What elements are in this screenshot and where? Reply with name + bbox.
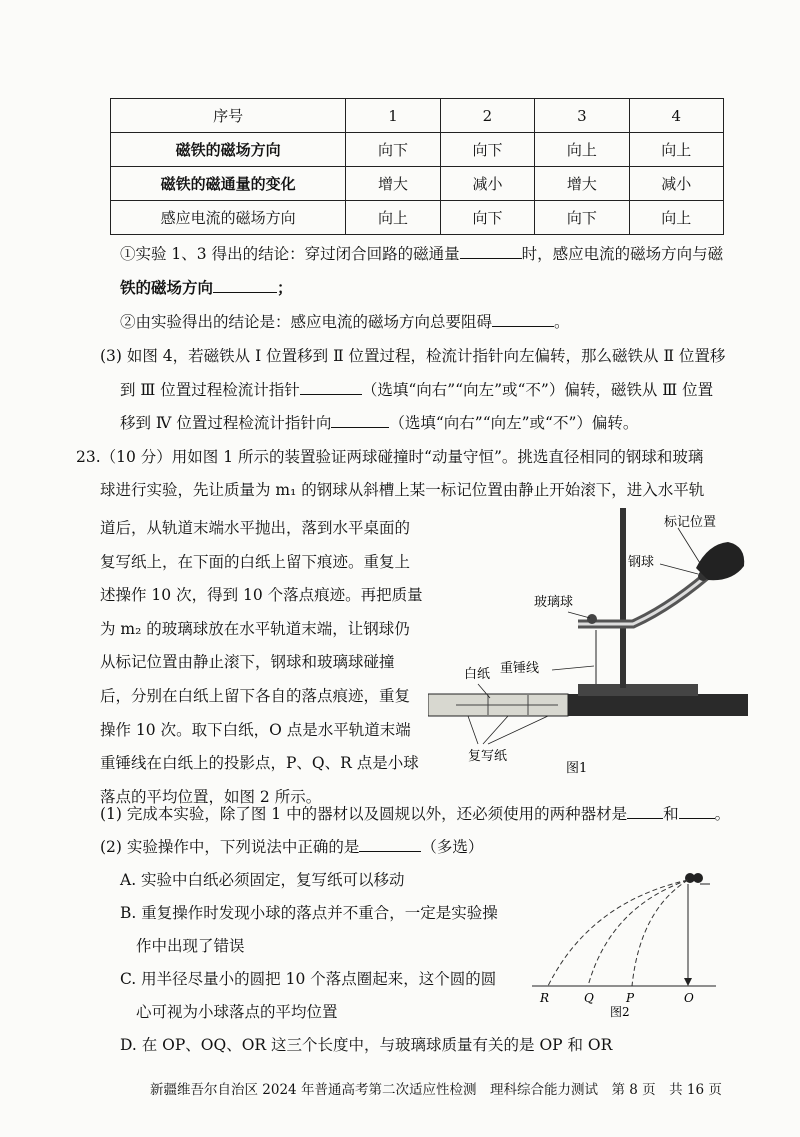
q23-body-line: 重锤线在白纸上的投影点，P、Q、R 点是小球	[100, 754, 419, 773]
q23-body-line: 从标记位置由静止滚下，钢球和玻璃球碰撞	[100, 653, 395, 672]
q22-text: ；	[277, 278, 293, 297]
option-c-line1: C. 用半径尽量小的圆把 10 个落点圈起来，这个圆的圆	[120, 970, 497, 988]
answer-blank	[213, 278, 277, 293]
q22-text: （选填“向右”“向左”或“不”）偏转。	[389, 414, 639, 432]
q22-conclusion-1	[120, 243, 723, 265]
figure-2-landing-points	[530, 862, 720, 1022]
leader-line	[483, 716, 508, 744]
table-header-cell: 序号	[111, 99, 346, 133]
q23-text: 。	[714, 805, 731, 823]
table-cell: 向下	[440, 133, 534, 167]
q22-text: 。	[554, 313, 570, 331]
label-white-paper: 白纸	[464, 667, 491, 682]
option-a: A. 实验中白纸必须固定，复写纸可以移动	[120, 871, 405, 889]
figure-2-caption: 图2	[610, 1005, 630, 1019]
q22-text: 到 Ⅲ 位置过程检流计指针	[120, 381, 300, 399]
q23-intro-line2: 球进行实验，先让质量为 m₁ 的钢球从斜槽上某一标记位置由静止开始滚下，进入水平轨	[100, 481, 705, 499]
q22-text: 移到 Ⅳ 位置过程检流计指针向	[120, 414, 332, 432]
point-O-label: O	[684, 991, 694, 1005]
leader-line	[488, 716, 548, 744]
q23-body-line: 道后，从轨道末端水平抛出，落到水平桌面的	[100, 519, 411, 537]
ball-at-track-end	[693, 873, 703, 883]
q22-text: 时，感应电流的磁场方向与磁	[521, 245, 724, 263]
answer-blank	[679, 804, 715, 819]
q23-text: 和	[663, 805, 679, 823]
leader-line	[552, 666, 594, 670]
point-R-label: R	[540, 991, 550, 1005]
table-cell: 减小	[440, 167, 534, 201]
q23-intro-line1: 23.（10 分）用如图 1 所示的装置验证两球碰撞时“动量守恒”。挑选直径相同的钢球和玻璃	[76, 448, 704, 466]
answer-blank	[492, 312, 554, 327]
table-header-cell: 2	[440, 99, 534, 133]
label-glass-ball: 玻璃球	[534, 595, 574, 610]
q23-body-line: 落点的平均位置，如图 2 所示。	[100, 787, 322, 806]
q23-text: （多选）	[421, 838, 484, 856]
point-Q-label: Q	[584, 991, 594, 1005]
table-row	[111, 167, 724, 201]
answer-blank	[300, 380, 362, 395]
q22-text: ①实验 1、3 得出的结论：穿过闭合回路的磁通量	[120, 245, 460, 263]
glass-ball	[587, 614, 597, 624]
q23-text: (2) 实验操作中，下列说法中正确的是	[100, 838, 360, 856]
trajectory-R	[548, 880, 688, 986]
table-cell: 向上	[535, 133, 629, 167]
table-header-cell: 1	[346, 99, 440, 133]
hand-icon	[696, 542, 744, 580]
q22-part3-line2	[120, 379, 713, 401]
page-footer: 新疆维吾尔自治区 2024 年普通高考第二次适应性检测 理科综合能力测试 第 8 页 共 16 页	[150, 1082, 722, 1098]
table-header-cell: 4	[629, 99, 723, 133]
leader-line	[660, 564, 698, 574]
label-mark-position: 标记位置	[664, 515, 717, 530]
label-carbon-paper: 复写纸	[468, 749, 508, 764]
answer-blank	[359, 837, 421, 852]
stand-pole	[620, 508, 626, 688]
table-header-cell: 3	[535, 99, 629, 133]
option-c-line2: 心可视为小球落点的平均位置	[136, 1003, 338, 1021]
trajectory-Q	[588, 880, 688, 986]
label-steel-ball: 钢球	[628, 555, 655, 570]
table-cell: 向下	[535, 201, 629, 235]
row-label: 磁铁的磁通量的变化	[111, 167, 346, 201]
figure-1-caption: 图1	[566, 761, 588, 776]
q22-text: （选填“向右”“向左”或“不”）偏转，磁铁从 Ⅲ 位置	[361, 381, 714, 399]
q23-sub1	[100, 803, 730, 825]
option-d: D. 在 OP、OQ、OR 这三个长度中，与玻璃球质量有关的是 OP 和 OR	[120, 1036, 613, 1054]
q23-body-text	[100, 512, 423, 814]
stand-base	[578, 684, 698, 696]
answer-blank	[331, 413, 389, 428]
q23-body-line: 复写纸上，在下面的白纸上留下痕迹。重复上	[100, 552, 411, 571]
table-cell: 减小	[629, 167, 723, 201]
answer-blank	[627, 804, 663, 819]
leader-line	[468, 716, 478, 744]
table-header-row	[111, 99, 724, 133]
table-cell: 向上	[629, 201, 723, 235]
q23-body-line: 后，分别在白纸上留下各自的落点痕迹，重复	[100, 686, 411, 705]
q22-text: 铁的磁场方向	[120, 278, 214, 297]
table-cell: 增大	[535, 167, 629, 201]
option-b-line2: 作中出现了错误	[136, 937, 245, 955]
table-cell: 向上	[629, 133, 723, 167]
q23-body-line: 操作 10 次。取下白纸，O 点是水平轨道末端	[100, 720, 411, 739]
table-cell: 向下	[346, 133, 440, 167]
slope-track-highlight	[578, 566, 718, 624]
q23-text: (1) 完成本实验，除了图 1 中的器材以及圆规以外，还必须使用的两种器材是	[100, 805, 628, 823]
table-cell: 增大	[346, 167, 440, 201]
option-b-line1: B. 重复操作时发现小球的落点并不重合，一定是实验操	[120, 904, 498, 922]
q23-sub2	[100, 836, 483, 858]
q22-text: ②由实验得出的结论是：感应电流的磁场方向总要阻碍	[120, 313, 493, 331]
leader-line	[568, 612, 590, 618]
table-row	[111, 133, 724, 167]
induction-results-table	[110, 98, 724, 235]
label-plumb-line: 重锤线	[500, 661, 540, 676]
q22-conclusion-2	[120, 311, 570, 333]
leader-line	[678, 528, 703, 568]
table-cell: 向下	[440, 201, 534, 235]
row-label: 磁铁的磁场方向	[111, 133, 346, 167]
figure-1-apparatus	[428, 506, 748, 796]
q23-body-line: 述操作 10 次，得到 10 个落点痕迹。再把质量	[100, 586, 423, 605]
q22-part3-line3	[120, 412, 638, 434]
arrow-down-icon	[684, 978, 692, 986]
row-label: 感应电流的磁场方向	[111, 201, 346, 235]
point-P-label: P	[626, 991, 635, 1005]
table-row	[111, 201, 724, 235]
q22-conclusion-1b	[120, 277, 293, 299]
q22-part3-line1: (3) 如图 4，若磁铁从 Ⅰ 位置移到 Ⅱ 位置过程，检流计指针向左偏转，那么磁铁从 Ⅱ 位置移	[100, 347, 726, 365]
answer-blank	[460, 244, 522, 259]
q23-body-line: 为 m₂ 的玻璃球放在水平轨道末端，让钢球仍	[100, 619, 410, 638]
table-cell: 向上	[346, 201, 440, 235]
